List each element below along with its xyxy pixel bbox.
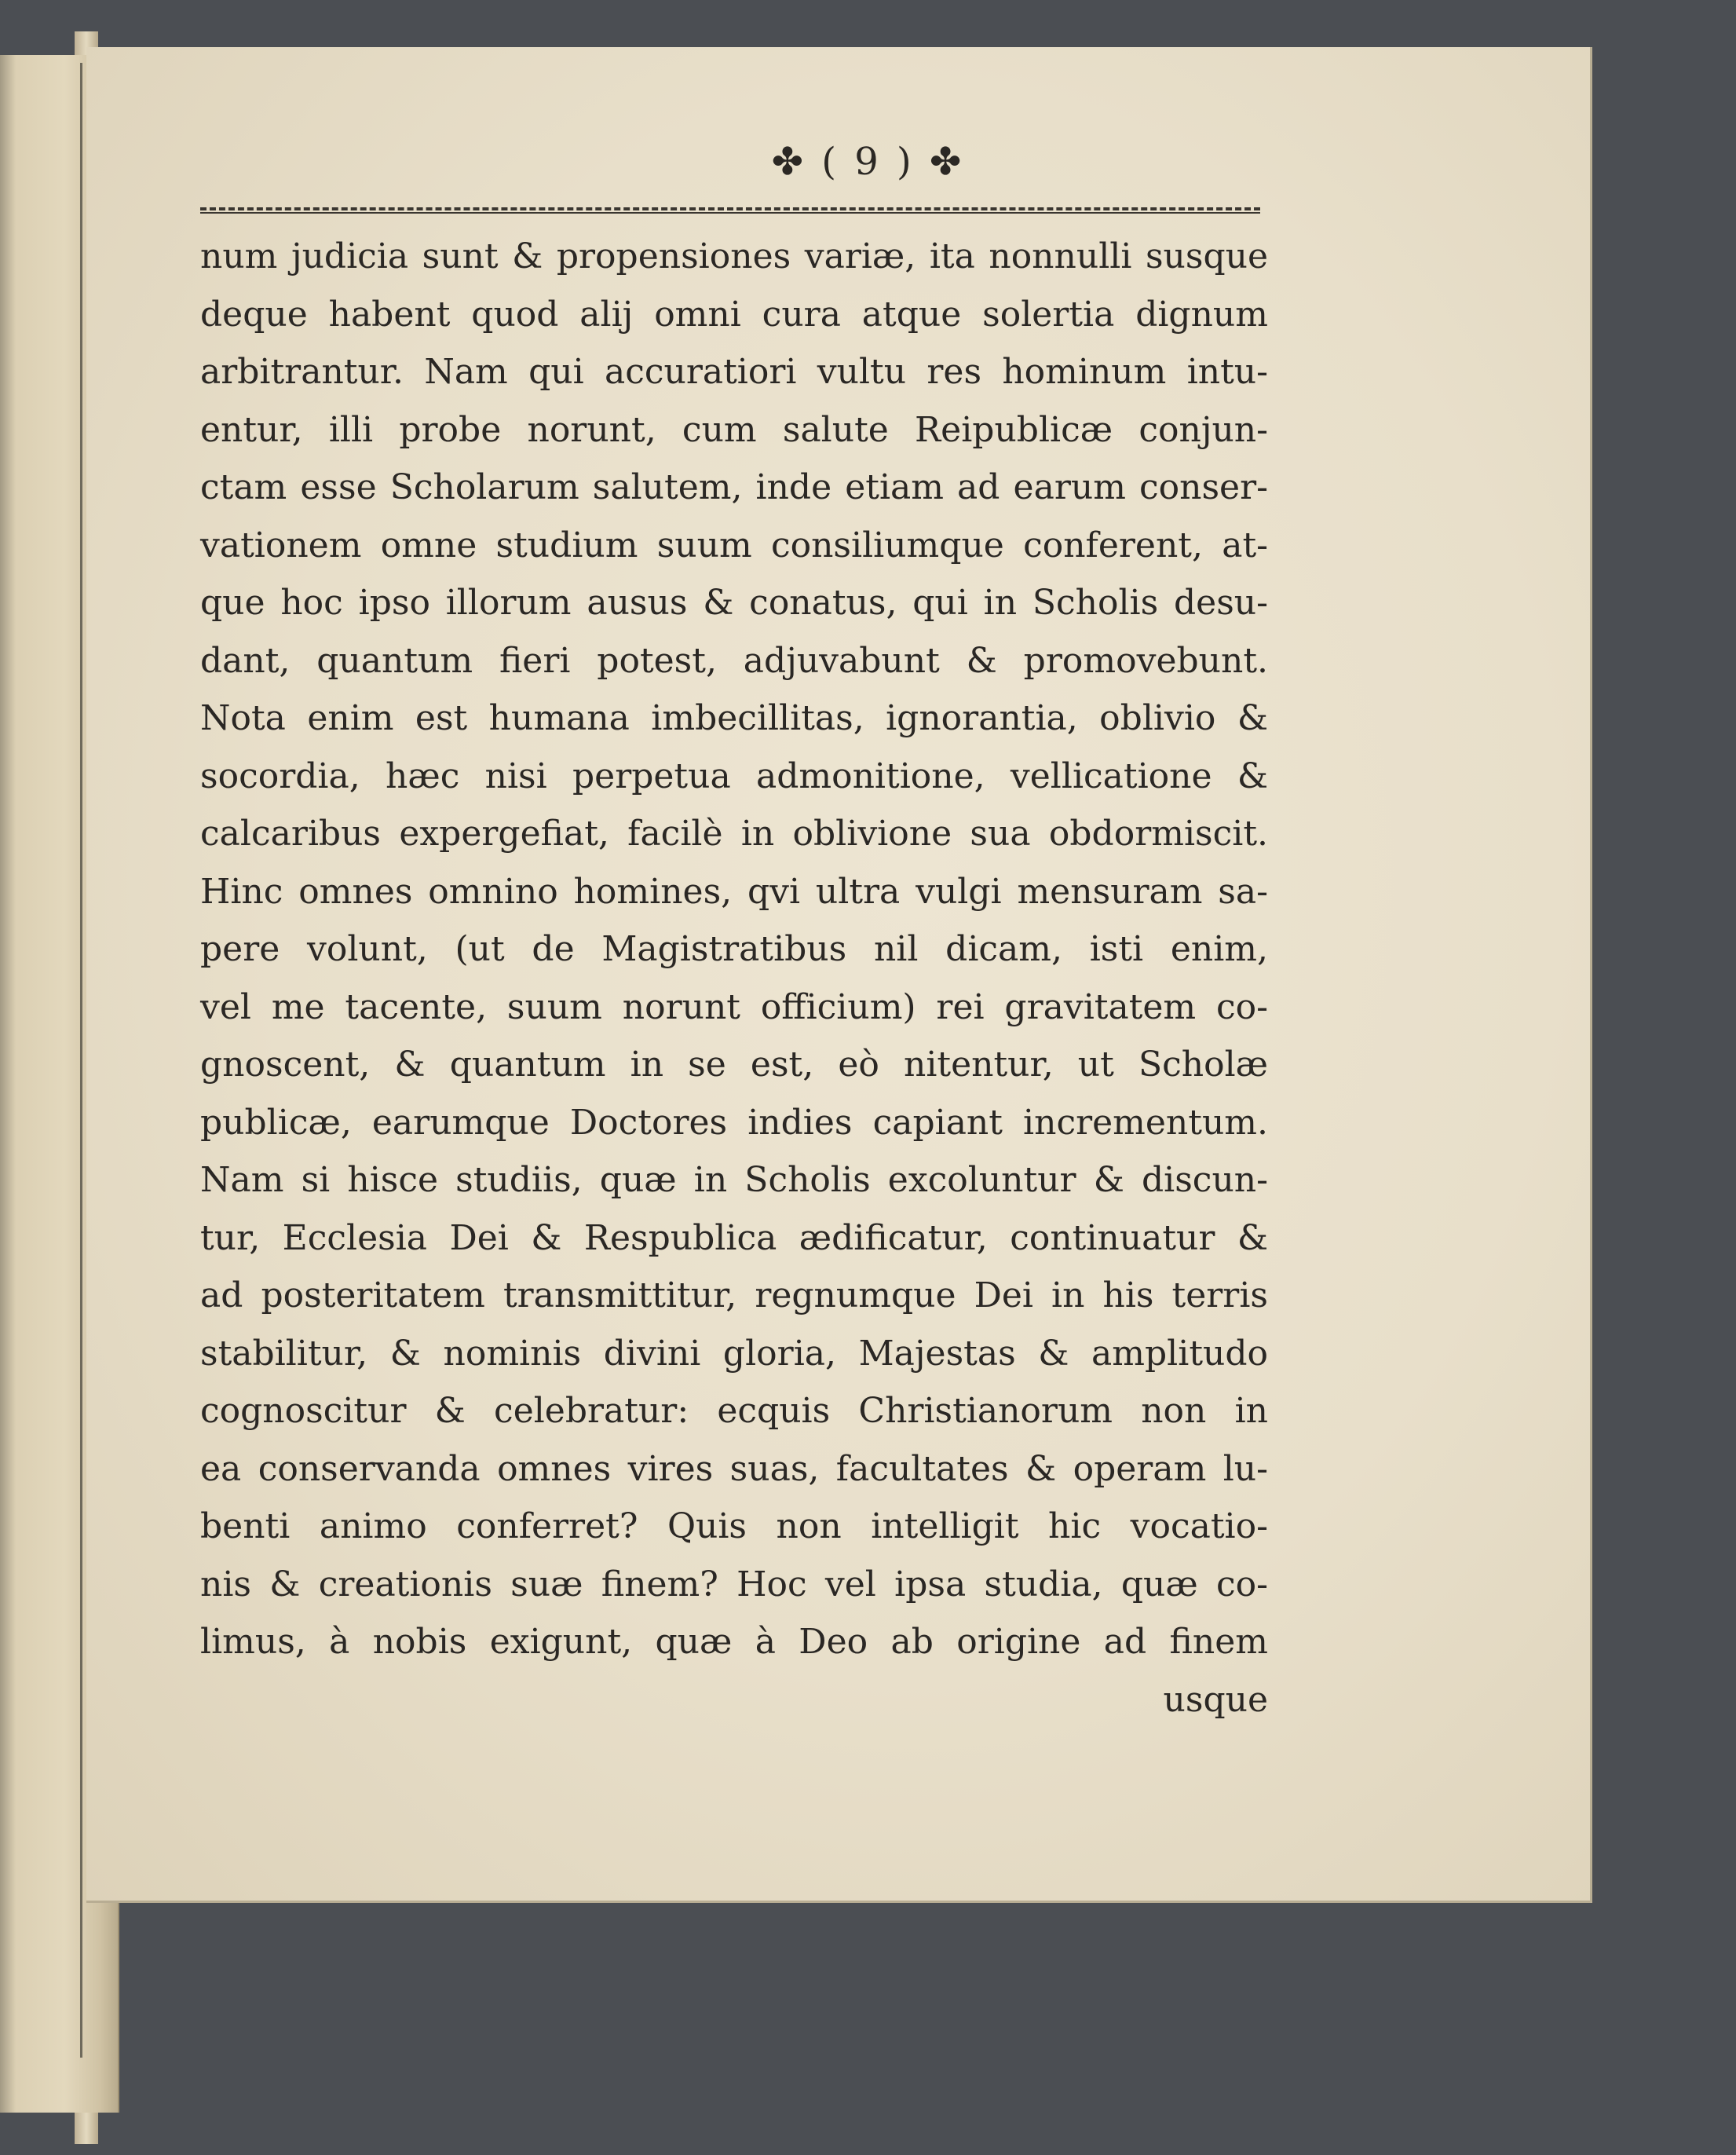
text-line: vel me tacente, suum norunt officium) rei gravitatem co- [200, 986, 1268, 1027]
text-line: ad posteritatem transmittitur, regnumque Dei in his terris [200, 1275, 1268, 1315]
text-line: gnoscent, & quantum in se est, eò nitentur, ut Scholæ [200, 1045, 1268, 1085]
text-line: publicæ, earumque Doctores indies capiant incrementum. [200, 1102, 1268, 1143]
text-line: Hinc omnes omnino homines, qvi ultra vulgi mensuram sa- [200, 871, 1268, 912]
text-line: num judicia sunt & propensiones variæ, ita nonnulli susque [200, 236, 1268, 276]
facing-page-shadow [0, 55, 16, 2113]
text-line: calcaribus expergefiat, facilè in oblivione sua obdormiscit. [200, 814, 1268, 854]
text-line: vationem omne studium suum consiliumque conferent, at- [200, 525, 1268, 565]
page-number-ornament: ✤ ( 9 ) ✤ [771, 140, 965, 184]
body-text [200, 228, 1268, 1729]
text-line: Nota enim est humana imbecillitas, ignorantia, oblivio & [200, 698, 1268, 738]
text-line: que hoc ipso illorum ausus & conatus, qui in Scholis desu- [200, 583, 1268, 623]
text-line: entur, illi probe norunt, cum salute Reipublicæ conjun- [200, 409, 1268, 450]
text-line: arbitrantur. Nam qui accuratiori vultu res hominum intu- [200, 352, 1268, 392]
text-line: nis & creationis suæ finem? Hoc vel ipsa studia, quæ co- [200, 1564, 1268, 1604]
text-line: pere volunt, (ut de Magistratibus nil dicam, isti enim, [200, 929, 1268, 969]
text-line: stabilitur, & nominis divini gloria, Majestas & amplitudo [200, 1333, 1268, 1374]
text-line: Nam si hisce studiis, quæ in Scholis excoluntur & discun- [200, 1160, 1268, 1200]
text-line: tur, Ecclesia Dei & Respublica ædificatur, continuatur & [200, 1217, 1268, 1258]
catchword: usque [1163, 1679, 1268, 1720]
text-line: cognoscitur & celebratur: ecquis Christianorum non in [200, 1391, 1268, 1431]
text-line: deque habent quod alij omni cura atque solertia dignum [200, 294, 1268, 335]
text-line: ctam esse Scholarum salutem, inde etiam ad earum conser- [200, 467, 1268, 507]
text-line: dant, quantum fieri potest, adjuvabunt & promovebunt. [200, 640, 1268, 681]
gutter-line [80, 63, 82, 2058]
header-rule-solid [200, 212, 1260, 214]
page-header [0, 140, 1736, 184]
text-line: socordia, hæc nisi perpetua admonitione, vellicatione & [200, 756, 1268, 796]
text-line: ea conservanda omnes vires suas, facultates & operam lu- [200, 1448, 1268, 1489]
text-line: limus, à nobis exigunt, quæ à Deo ab origine ad finem [200, 1622, 1268, 1662]
header-rule [200, 207, 1260, 210]
text-line: benti animo conferret? Quis non intelligit hic vocatio- [200, 1506, 1268, 1546]
